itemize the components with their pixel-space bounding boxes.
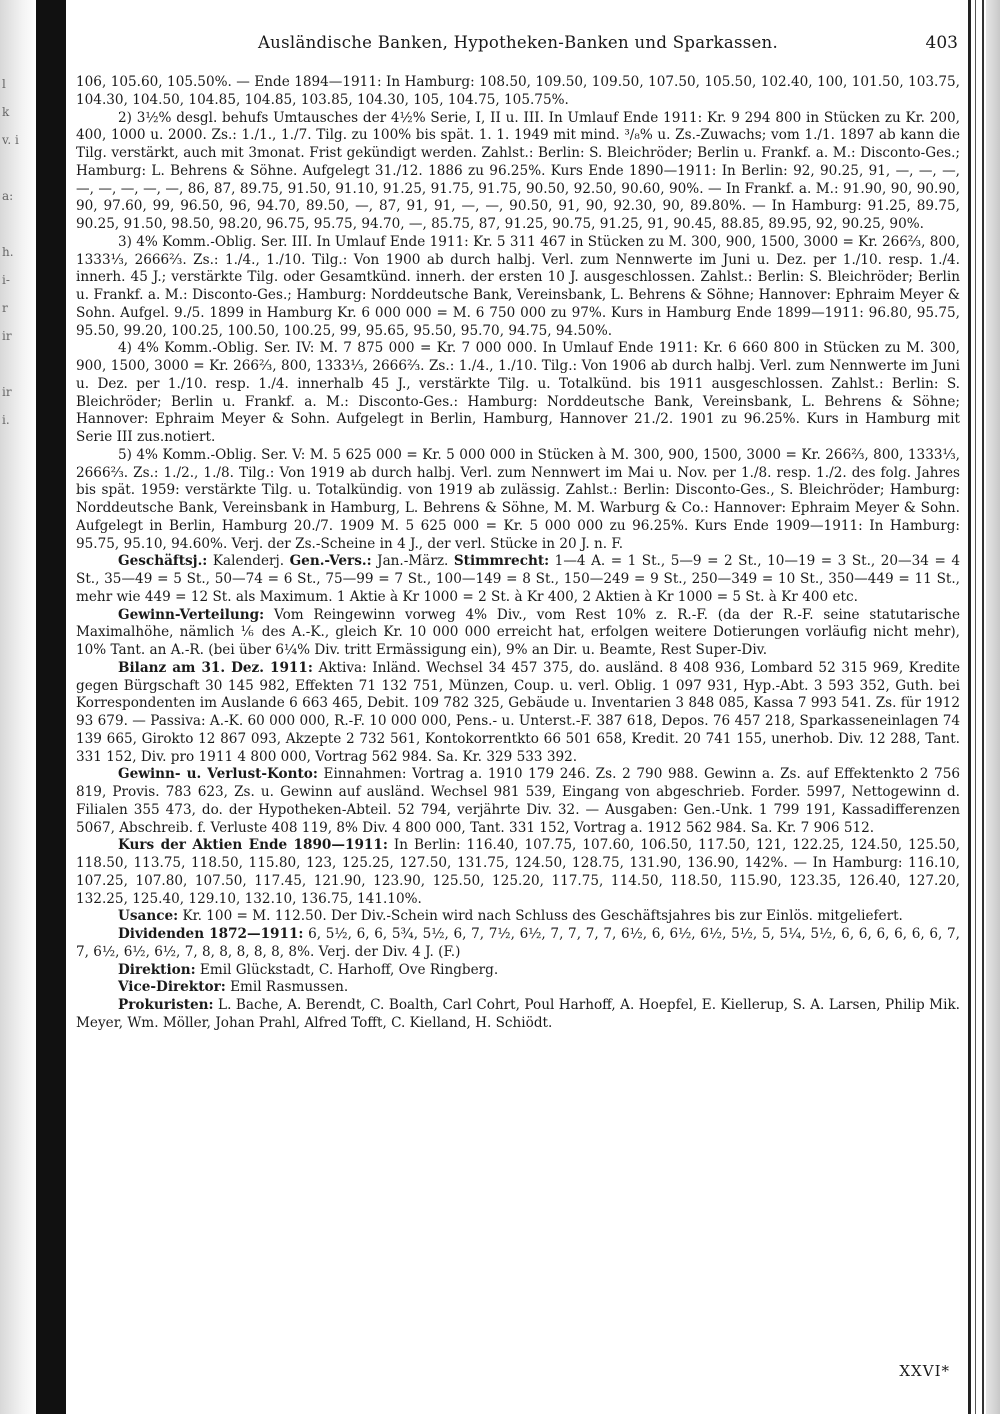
section-label: Stimmrecht: [453,553,550,570]
edge-mark: ir [2,329,12,343]
edge-mark: i. [2,413,10,427]
paragraph-text: 106, 105.60, 105.50%. — Ende 1894—1911: In Hamburg: 108.50, 109.50, 109.50, 107.50, 105.50, 102.40, 100, 101.50, 103.75, 104.30, 104.50, 104.85, 104.85, 103.85, 104.30, 105, 104.75, 105.75%. [76,74,960,108]
section-label: Vice-Direktor: [118,979,226,996]
section-label: Gewinn-Verteilung: [118,606,265,623]
section-label: Gen.-Vers.: [289,553,372,570]
paragraph-p15 [76,997,960,1033]
edge-mark: h. [2,245,14,259]
section-label: Direktion: [118,961,196,978]
page-header [78,33,958,59]
paragraph-p11 [76,908,960,926]
edge-mark [2,154,32,182]
paragraph-text: Einnahmen: Vortrag a. 1910 179 246. Zs. 2 790 988. Gewinn a. Zs. auf Effektenkto 2 756 819, Provis. 783 623, Zs. u. Gewinn auf ausländ. Wechsel 981 539, Eingang von abgeschrieb. Forder. 5997, Nettogewinn d. Filialen 355 473, do. der Hypotheken-Abteil. 52 794, verjährte Div. 32. — Ausgaben: Gen.-Unk. 1 799 191, Kassadifferenzen 5067, Abschreib. f. Verluste 408 119, 8% Div. 4 800 000, Tant. 331 152, Vortrag a. 1912 562 984. Sa. Kr. 7 906 512. [76,766,960,836]
paragraph-p06 [76,553,960,606]
edge-mark: ir [2,385,12,399]
running-title: Ausländische Banken, Hypotheken-Banken und Sparkassen. [257,33,779,52]
paragraph-p03 [76,234,960,341]
scan-right-shadow [986,0,1000,1414]
paragraph-p14 [76,979,960,997]
edge-mark: k [2,105,10,119]
paragraph-text: In Berlin: 116.40, 107.75, 107.60, 106.50, 117.50, 121, 122.25, 124.50, 125.50, 118.50, 113.75, 118.50, 115.80, 123, 125.25, 127.50, 131.75, 124.50, 128.75, 131.90, 136.90, 142%. — In Hamburg: 116.10, 107.25, 107.80, 107.50, 117.45, 121.90, 123.90, 125.50, 125.20, 117.75, 114.50, 118.50, 115.90, 123.35, 126.40, 127.20, 132.25, 125.40, 129.10, 132.10, 136.75, 141.10%. [76,837,960,907]
paragraph-text: 2) 3½% desgl. behufs Umtausches der 4½% Serie, I, II u. III. In Umlauf Ende 1911: Kr. 9 294 800 in Stücken zu Kr. 200, 400, 1000 u. 2000. Zs.: 1./1., 1./7. Tilg. zu 100% bis spät. 1. 1. 1949 mit mind. ³/₈% u. Zs.-Zuwachs; vom 1./1. 1897 ab kann die Tilg. verstärkt, auch mit 3monat. Frist gekündigt werden. Zahlst.: Berlin: S. Bleichröder; Berlin u. Frankf. a. M.: Disconto-Ges.; Hamburg: L. Behrens & Söhne. Aufgelegt 31./12. 1886 zu 96.25%. Kurs Ende 1890—1911: In Berlin: 92, 90.25, 91, —, —, —, —, —, —, —, —, 86, 87, 89.75, 91.50, 91.10, 91.25, 91.75, 91.75, 90.50, 92.50, 90.60, 90%. — In Frankf. a. M.: 91.90, 90, 90.90, 90, 97.60, 99, 96.50, 96, 94.70, 89.50, —, 87, 91, 91, —, —, 90.50, 91, 90, 92.30, 90, 89.80%. — In Hamburg: 91.25, 89.75, 90.25, 91.50, 98.50, 98.20, 96.75, 95.75, 94.70, —, 85.75, 87, 91.25, 90.75, 91.25, 91, 90.45, 88.85, 89.95, 92, 90.25, 90%. [76,109,960,232]
section-label: Prokuristen: [118,997,214,1013]
paragraph-text: Aktiva: Inländ. Wechsel 34 457 375, do. ausländ. 8 408 936, Lombard 52 315 969, Kredite gegen Bürgschaft 30 145 982, Effekten 71 132 751, Münzen, Coup. u. verl. Oblig. 1 097 931, Hyp.-Abt. 3 593 352, Guth. bei Korrespondenten im Auslande 6 663 465, Debit. 109 782 325, Gebäude u. Inventarien 3 848 085, Kassa 7 993 541. Zs. für 1912 93 679. — Passiva: A.-K. 60 000 000, R.-F. 10 000 000, Pens.- u. Unterst.-F. 387 618, Depos. 76 457 218, Sparkasseneinlagen 74 139 665, Girokto 12 867 093, Akzepte 2 732 561, Kontokorrentkto 66 501 658, Kredit. 20 741 155, unerhob. Div. 12 288, Tant. 331 152, Div. pro 1911 4 800 000, Vortrag 562 984. Sa. Kr. 329 533 392. [76,659,960,765]
edge-mark [2,350,32,378]
edge-mark: l [2,77,6,91]
paragraph-text: Kalenderj. [207,553,290,570]
edge-mark: i- [2,273,10,287]
paragraph-p10 [76,837,960,908]
section-label: Bilanz am 31. Dez. 1911: [118,659,313,676]
paragraph-text: Emil Glückstadt, C. Harhoff, Ove Ringberg. [195,961,499,978]
signature-mark: XXVI* [899,1362,950,1380]
paragraph-p07 [76,607,960,660]
paragraph-p05 [76,447,960,554]
binding-edge [36,0,66,1414]
edge-marks [2,70,32,434]
page-number: 403 [925,33,958,53]
paragraph-text: Jan.-März. [371,553,454,570]
edge-mark: r [2,301,8,315]
paragraph-text: 4) 4% Komm.-Oblig. Ser. IV: M. 7 875 000 = Kr. 7 000 000. In Umlauf Ende 1911: Kr. 6 660 800 in Stücken zu M. 300, 900, 1500, 3000 = Kr. 266⅔, 800, 1333⅓, 2666⅔. Zs.: 1./4., 1./10. Tilg.: Von 1906 ab durch halbj. Verl. zum Nennwerte im Juni u. Dez. per 1./10. resp. 1./4. innerhalb 45 J., verstärkte Tilg. u. Totalkünd. bis 1911 ausgeschlossen. Zahlst.: Berlin: S. Bleichröder; Berlin u. Frankf. a. M.: Disconto-Ges.: Hamburg: Norddeutsche Bank, Vereinsbank, L. Behrens & Söhne; Hannover: Ephraim Meyer & Sohn. Aufgelegt in Berlin, Hamburg, Hannover 21./2. 1901 zu 96.25%. Kurs in Hamburg mit Serie III zus.notiert. [76,340,960,445]
paragraph-text: 1—4 A. = 1 St., 5—9 = 2 St., 10—19 = 3 St., 20—34 = 4 St., 35—49 = 5 St., 50—74 = 6 St., 75—99 = 7 St., 100—149 = 8 St., 150—249 = 9 St., 250—349 = 10 St., 350—449 = 11 St., mehr wie 449 = 12 St. als Maximum. 1 Aktie à Kr 1000 = 2 St. à Kr 400, 2 Aktien à Kr 1000 = 5 St. à Kr 400 etc. [76,553,960,605]
section-label: Usance: [118,908,179,925]
section-label: Dividenden 1872—1911: [118,926,304,942]
paragraph-p09 [76,766,960,837]
page-edge-line [975,0,976,1414]
paragraph-text: Kr. 100 = M. 112.50. Der Div.-Schein wird nach Schluss des Geschäftsjahres bis zur Einlös. mitgeliefert. [178,908,903,925]
paragraph-p04 [76,340,960,447]
paragraph-text: Vom Reingewinn vorweg 4% Div., vom Rest 10% z. R.-F. (da der R.-F. seine statutarische Maximalhöhe, nämlich ⅙ des A.-K., gleich Kr. 10 000 000 erreicht hat, erfolgen weitere Dotierungen vorläufig nicht mehr), 10% Tant. an A.-R. (bei über 6¼% Div. tritt Ermässigung ein), 9% an Dir. u. Beamte, Rest Super-Div. [76,606,960,658]
paragraph-p12 [76,926,960,962]
paragraph-p08 [76,660,960,767]
edge-mark: a: [2,189,14,203]
page-edge-line [968,0,971,1414]
section-label: Gewinn- u. Verlust-Konto: [118,766,318,783]
page-edge-line [982,0,984,1414]
edge-mark [2,210,32,238]
paragraph-p13 [76,962,960,980]
section-label: Geschäftsj.: [118,553,208,570]
paragraph-p01 [76,74,960,110]
paragraph-text: Emil Rasmussen. [225,979,349,996]
paragraph-text: 5) 4% Komm.-Oblig. Ser. V: M. 5 625 000 = Kr. 5 000 000 in Stücken à M. 300, 900, 1500, 3000 = Kr. 266⅔, 800, 1333⅓, 2666⅔. Zs.: 1./2., 1./8. Tilg.: Von 1919 ab durch halbj. Verl. zum Nennwert im Mai u. Nov. per 1./8. resp. 1./2. des folg. Jahres bis spät. 1959: verstärkte Tilg. u. Totalkündig. von 1919 ab zulässig. Zahlst.: Berlin: Disconto-Ges., S. Bleichröder; Hamburg: Norddeutsche Bank, Vereinsbank in Hamburg, L. Behrens & Söhne, M. M. Warburg & Co.: Hannover: Ephraim Meyer & Sohn. Aufgelegt in Berlin, Hamburg 20./7. 1909 M. 5 625 000 = Kr. 5 000 000 zu 96.25%. Kurs Ende 1909—1911: In Hamburg: 95.75, 95.10, 94.60%. Verj. der Zs.-Scheine in 4 J., der verl. Stücke in 20 J. n. F. [76,446,960,552]
document-body [76,74,960,1033]
paragraph-text: L. Bache, A. Berendt, C. Boalth, Carl Cohrt, Poul Harhoff, A. Hoepfel, E. Kiellerup, S. A. Larsen, Philip Mik. Meyer, Wm. Möller, Johan Prahl, Alfred Tofft, C. Kielland, H. Schiödt. [76,997,960,1031]
paragraph-text: 6, 5½, 6, 6, 5¾, 5½, 6, 7, 7½, 6½, 7, 7, 7, 7, 6½, 6, 6½, 6½, 5½, 5, 5¼, 5½, 6, 6, 6, 6, 6, 6, 7, 7, 6½, 6½, 6½, 7, 8, 8, 8, 8, 8, 8%. Verj. der Div. 4 J. (F.) [76,926,960,960]
section-label: Kurs der Aktien Ende 1890—1911: [118,837,388,854]
edge-mark: v. i [2,133,19,147]
paragraph-text: 3) 4% Komm.-Oblig. Ser. III. In Umlauf Ende 1911: Kr. 5 311 467 in Stücken zu M. 300, 900, 1500, 3000 = Kr. 266⅔, 800, 1333⅓, 2666⅔. Zs.: 1./4., 1./10. Tilg.: Von 1900 ab durch halbj. Verl. zum Nennwerte im Juni u. Dez. per 1./10. resp. 1./4. innerh. 45 J.; verstärkte Tilg. oder Gesamtkünd. innerh. der ersten 10 J. ausgeschlossen. Zahlst.: Berlin: S. Bleichröder; Berlin u. Frankf. a. M.: Disconto-Ges.; Hamburg: Norddeutsche Bank, Vereinsbank, L. Behrens & Söhne; Hannover: Ephraim Meyer & Sohn. Aufgel. 9./5. 1899 in Hamburg Kr. 6 000 000 = M. 6 750 000 zu 97%. Kurs in Hamburg Ende 1899—1911: 96.80, 95.75, 95.50, 99.20, 100.25, 100.50, 100.25, 99, 95.65, 95.50, 95.70, 94.75, 94.50%. [76,233,960,339]
paragraph-p02 [76,110,960,234]
